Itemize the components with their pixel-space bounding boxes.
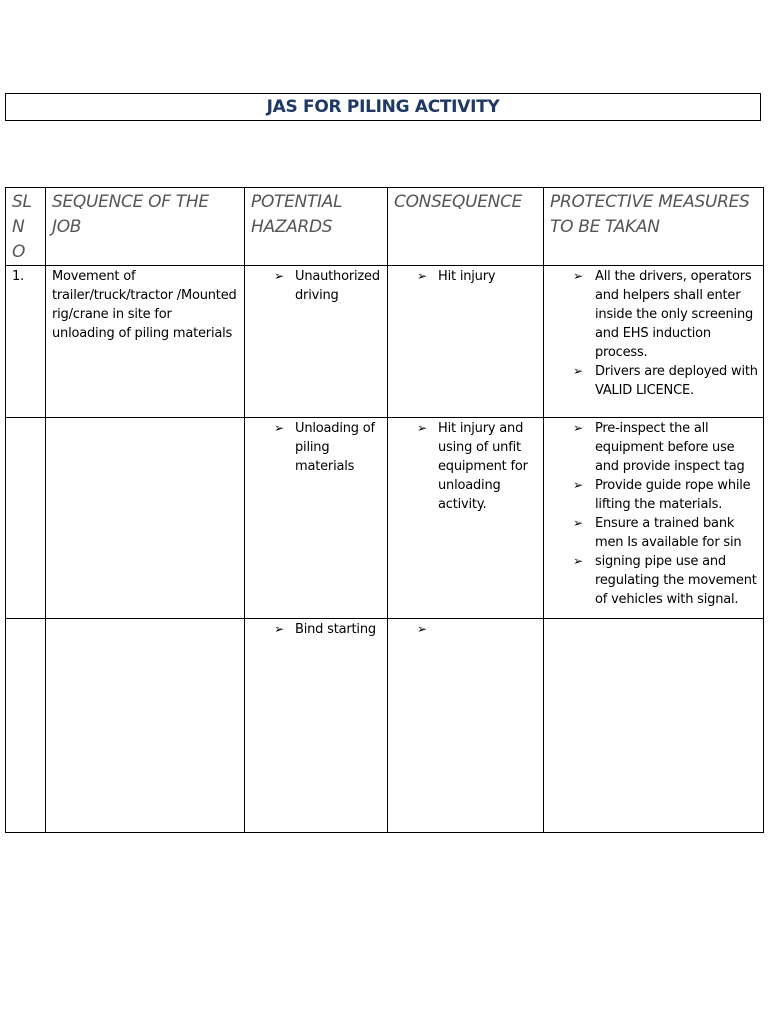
hazard-item-text: Unauthorized driving bbox=[295, 269, 380, 303]
arrow-bullet-icon: ➢ bbox=[573, 478, 583, 492]
header-sl-no: SL N O bbox=[6, 188, 46, 266]
measure-item-list bbox=[544, 266, 763, 400]
header-consequence: CONSEQUENCE bbox=[388, 188, 544, 266]
hazard-item-text: Unloading of piling materials bbox=[295, 421, 375, 474]
arrow-bullet-icon: ➢ bbox=[274, 269, 284, 283]
measure-item-text: Provide guide rope while lifting the materials. bbox=[595, 478, 751, 512]
arrow-bullet-icon: ➢ bbox=[573, 421, 583, 435]
measure-item-text: Pre-inspect the all equipment before use and provide inspect tag bbox=[595, 421, 745, 474]
measure-item bbox=[544, 419, 763, 476]
sl-no-text bbox=[6, 418, 45, 419]
cell-hazards bbox=[245, 619, 388, 833]
document-title: JAS FOR PILING ACTIVITY bbox=[266, 97, 500, 117]
cell-sl-no bbox=[6, 266, 46, 418]
hazard-item-list bbox=[245, 619, 387, 639]
cell-sl-no bbox=[6, 418, 46, 619]
title-box bbox=[5, 93, 761, 121]
cell-sequence bbox=[46, 266, 245, 418]
measure-item bbox=[544, 552, 763, 609]
arrow-bullet-icon: ➢ bbox=[417, 269, 427, 283]
hazard-item bbox=[245, 620, 387, 639]
hazard-item-text: Bind starting bbox=[295, 622, 376, 637]
sequence-text bbox=[46, 418, 244, 419]
arrow-bullet-icon: ➢ bbox=[573, 364, 583, 378]
cell-sequence bbox=[46, 418, 245, 619]
cell-hazards bbox=[245, 266, 388, 418]
measure-item bbox=[544, 362, 763, 400]
consequence-item-text: Hit injury bbox=[438, 269, 496, 284]
consequence-item-text: Hit injury and using of unfit equipment for unloading activity. bbox=[438, 421, 528, 512]
consequence-item-list bbox=[388, 266, 543, 286]
arrow-bullet-icon: ➢ bbox=[274, 622, 284, 636]
table-row bbox=[6, 418, 764, 619]
cell-hazards bbox=[245, 418, 388, 619]
measure-item-text: signing pipe use and regulating the movement of vehicles with signal. bbox=[595, 554, 757, 607]
cell-measures bbox=[544, 418, 764, 619]
hazard-item bbox=[245, 267, 387, 305]
measure-item-list bbox=[544, 418, 763, 609]
cell-measures bbox=[544, 266, 764, 418]
header-measures: PROTECTIVE MEASURES TO BE TAKAN bbox=[544, 188, 764, 266]
measure-item bbox=[544, 267, 763, 362]
consequence-item-list bbox=[388, 418, 543, 514]
jas-table bbox=[5, 187, 764, 833]
hazard-item-list bbox=[245, 266, 387, 305]
header-hazards: POTENTIAL HAZARDS bbox=[245, 188, 388, 266]
measure-item-text: All the drivers, operators and helpers shall enter inside the only screening and EHS induction process. bbox=[595, 269, 754, 360]
arrow-bullet-icon: ➢ bbox=[573, 516, 583, 530]
table-body bbox=[6, 266, 764, 833]
sl-no-text: 1. bbox=[12, 269, 25, 284]
cell-consequence bbox=[388, 418, 544, 619]
measure-item bbox=[544, 514, 763, 552]
cell-sl-no bbox=[6, 619, 46, 833]
cell-sequence bbox=[46, 619, 245, 833]
table-row bbox=[6, 619, 764, 833]
cell-consequence bbox=[388, 266, 544, 418]
hazard-item bbox=[245, 419, 387, 476]
arrow-bullet-icon: ➢ bbox=[417, 622, 427, 636]
measure-item-text: Ensure a trained bank men Is available for sin bbox=[595, 516, 742, 550]
consequence-item-list bbox=[388, 619, 543, 636]
arrow-bullet-icon: ➢ bbox=[417, 421, 427, 435]
sequence-text: Movement of trailer/truck/tractor /Mounted rig/crane in site for unloading of piling materials bbox=[52, 269, 237, 341]
measure-item bbox=[544, 476, 763, 514]
table-row bbox=[6, 266, 764, 418]
arrow-bullet-icon: ➢ bbox=[573, 554, 583, 568]
table-header-row bbox=[6, 188, 764, 266]
consequence-item bbox=[388, 267, 543, 286]
arrow-bullet-icon: ➢ bbox=[274, 421, 284, 435]
sl-no-text bbox=[6, 619, 45, 620]
arrow-bullet-icon: ➢ bbox=[573, 269, 583, 283]
measure-item-text: Drivers are deployed with VALID LICENCE. bbox=[595, 364, 758, 398]
cell-consequence bbox=[388, 619, 544, 833]
sequence-text bbox=[46, 619, 244, 620]
consequence-item bbox=[388, 419, 543, 514]
hazard-item-list bbox=[245, 418, 387, 476]
header-sequence: SEQUENCE OF THE JOB bbox=[46, 188, 245, 266]
cell-measures bbox=[544, 619, 764, 833]
